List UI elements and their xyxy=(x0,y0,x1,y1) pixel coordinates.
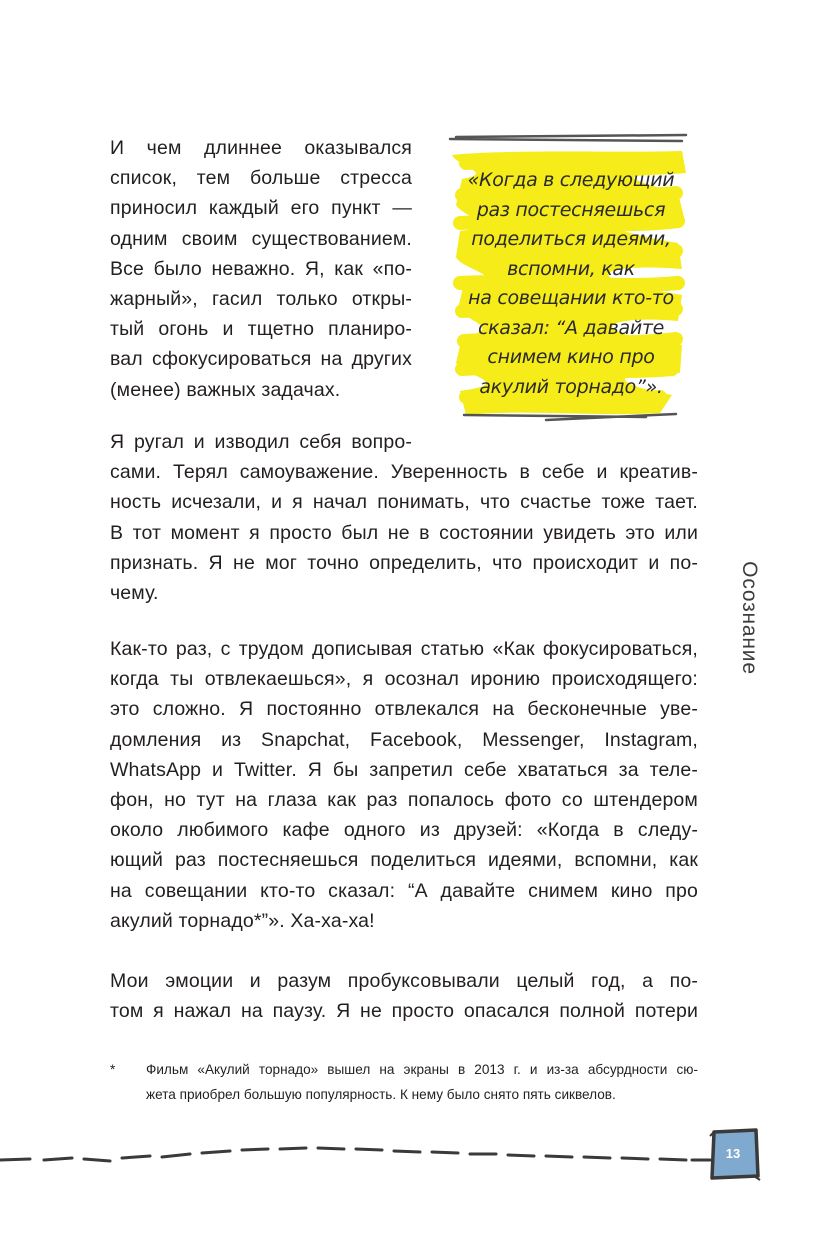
text-line: ющий раз постесняешься поделиться идеями, вспомни, как xyxy=(110,849,698,872)
text-line: жарный», гасил только откры- xyxy=(110,287,412,310)
text-line: том я нажал на паузу. Я не просто опасался полной потери xyxy=(110,1000,698,1023)
dashed-divider-line xyxy=(0,1140,712,1170)
quote-line: акулий торнадо”». xyxy=(479,375,663,398)
footnote-mark: * xyxy=(110,1062,116,1077)
text-line: сами. Терял самоуважение. Уверенность в себе и креатив- xyxy=(110,461,698,484)
text-line: вал сфокусироваться на других xyxy=(110,348,412,371)
quote-text xyxy=(456,166,686,402)
text-line: ность исчезали, и я начал понимать, что счастье тоже тает. xyxy=(110,491,698,514)
footnote-line: жета приобрел большую популярность. К нему было снято пять сиквелов. xyxy=(146,1087,616,1102)
text-line: И чем длиннее оказывался xyxy=(110,137,412,159)
footnote-line: Фильм «Акулий торнадо» вышел на экраны в 2013 г. и из-за абсурдности сю- xyxy=(146,1062,698,1077)
quote-line: вспомни, как xyxy=(507,257,635,280)
text-line: акулий торнадо*”». Ха-ха-ха! xyxy=(110,909,375,932)
quote-line: сказал: “А давайте xyxy=(477,316,665,339)
text-line: (менее) важных задачах. xyxy=(110,378,341,401)
section-title xyxy=(721,561,777,675)
quote-line: раз постесняешься xyxy=(476,198,666,221)
text-line: Я ругал и изводил себя вопро- xyxy=(110,431,412,453)
text-line: домления из Snapchat, Facebook, Messenger, Instagram, xyxy=(110,728,698,751)
paragraph-3 xyxy=(110,634,698,936)
text-line: приносил каждый его пункт — xyxy=(110,197,412,220)
text-line: фон, но тут на глаза как раз попалось фото со штендером xyxy=(110,788,698,811)
text-line: Как-то раз, с трудом дописывая статью «Как фокусироваться, xyxy=(110,638,698,660)
text-line: чему. xyxy=(110,581,159,604)
text-line: Мои эмоции и разум пробуксовывали целый год, а по- xyxy=(110,970,698,992)
paragraph-1 xyxy=(110,133,412,405)
text-line: тый огонь и тщетно планиро- xyxy=(110,318,412,341)
page-number: 13 xyxy=(725,1146,741,1161)
paragraph-2 xyxy=(110,427,698,608)
text-line: Все было неважно. Я, как «по- xyxy=(110,257,412,280)
text-line: на совещании кто-то сказал: “А давайте снимем кино про xyxy=(110,879,698,902)
text-line: WhatsApp и Twitter. Я бы запретил себе хвататься за теле- xyxy=(110,758,698,781)
quote-line: поделиться идеями, xyxy=(471,228,671,250)
paragraph-4 xyxy=(110,966,698,1026)
quote-line: на совещании кто-то xyxy=(468,287,674,309)
text-line: признать. Я не мог точно определить, что происходит и по- xyxy=(110,551,698,574)
footnote-text xyxy=(146,1057,698,1107)
text-line: В тот момент я просто был не в состоянии увидеть это или xyxy=(110,521,698,544)
text-line: когда ты отвлекаешься», я осознал иронию происходящего: xyxy=(110,668,698,691)
text-line: это сложно. Я постоянно отвлекался на бесконечные уве- xyxy=(110,698,698,721)
quote-line: снимем кино про xyxy=(487,346,655,368)
section-title-text: Осознание xyxy=(738,561,761,675)
text-line: около любимого кафе одного из друзей: «Когда в следу- xyxy=(110,819,698,842)
text-line: список, тем больше стресса xyxy=(110,167,412,190)
pull-quote xyxy=(446,133,692,423)
quote-line: «Когда в следующий xyxy=(467,169,675,191)
text-line: одним своим существованием. xyxy=(110,227,412,250)
